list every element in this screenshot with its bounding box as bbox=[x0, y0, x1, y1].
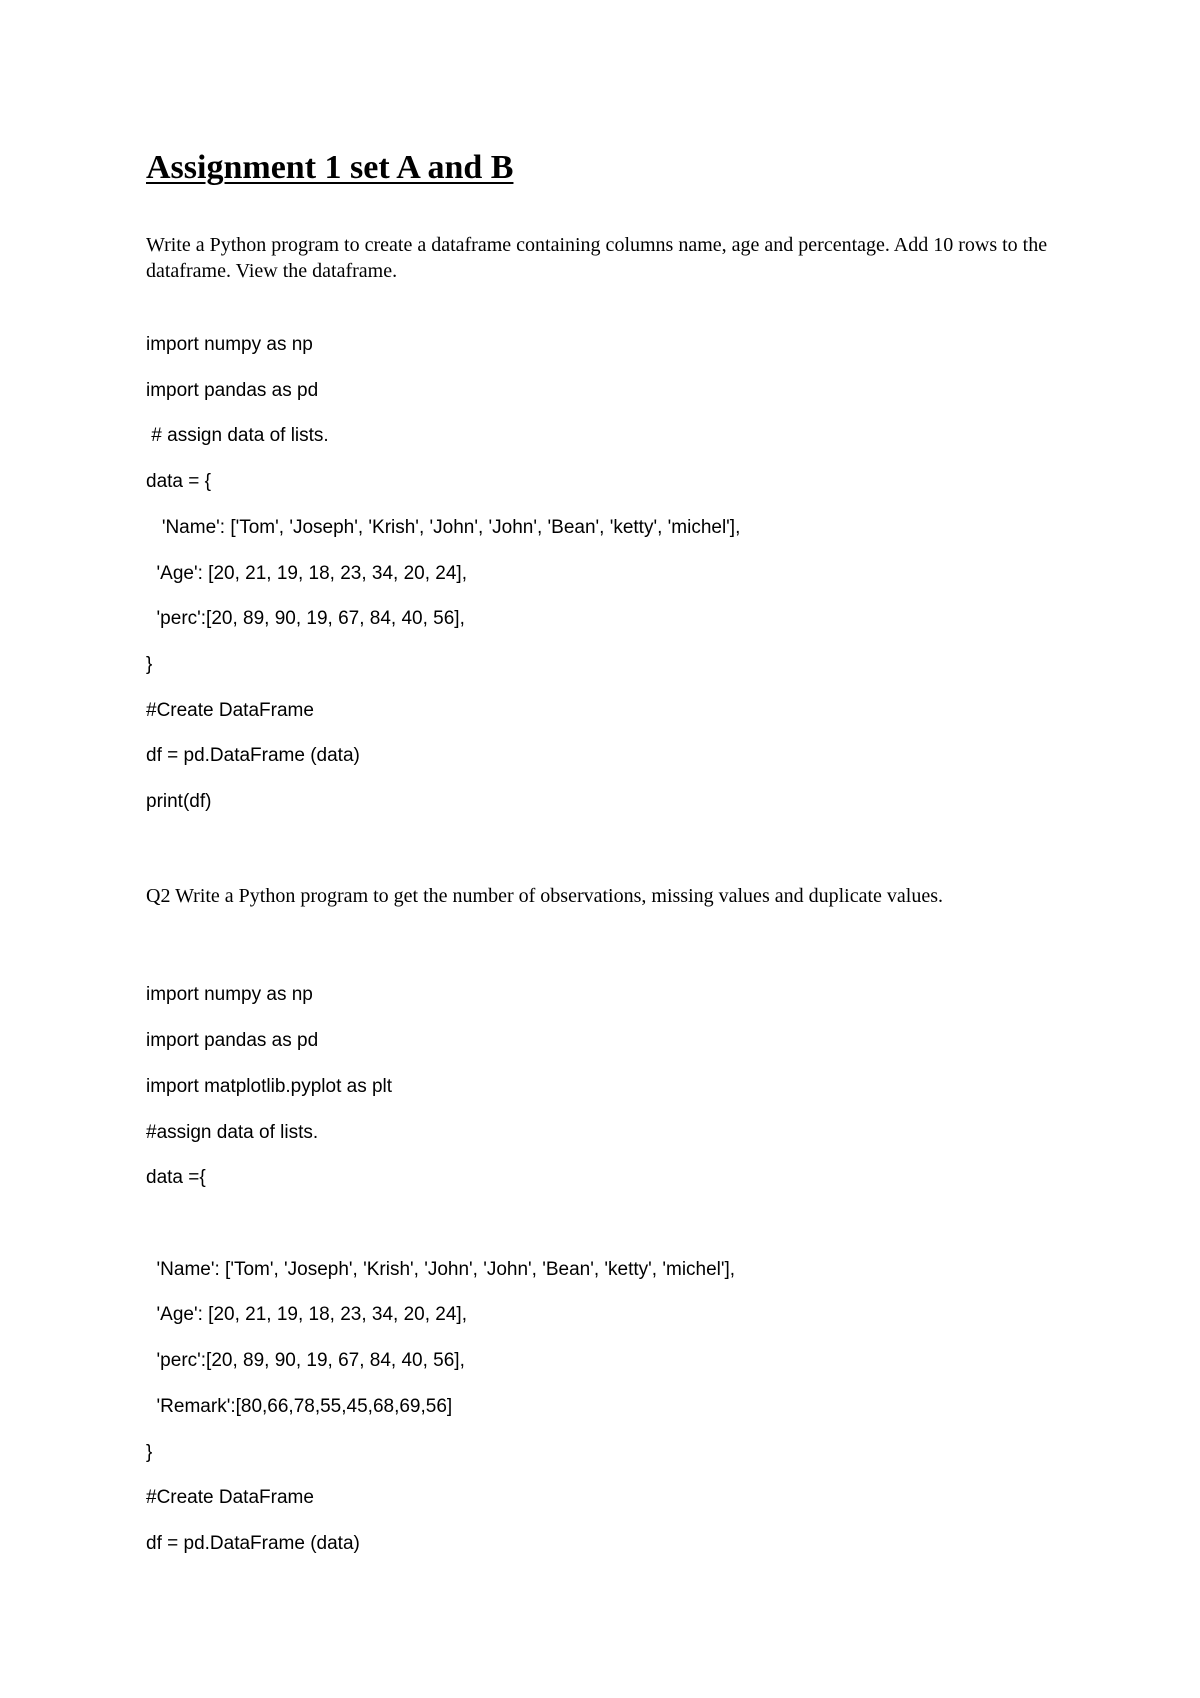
code-line: df = pd.DataFrame (data) bbox=[146, 1533, 360, 1554]
code-line: 'perc':[20, 89, 90, 19, 67, 84, 40, 56], bbox=[146, 1350, 465, 1371]
code-line: 'Age': [20, 21, 19, 18, 23, 34, 20, 24], bbox=[146, 1304, 467, 1325]
code-line: 'Name': ['Tom', 'Joseph', 'Krish', 'John', 'John', 'Bean', 'ketty', 'michel'], bbox=[146, 1259, 736, 1280]
code-line: 'Remark':[80,66,78,55,45,68,69,56] bbox=[146, 1396, 453, 1417]
code-line: } bbox=[146, 654, 153, 675]
question-1-text: Write a Python program to create a dataframe containing columns name, age and percentage. Add 10 rows to the dataframe. View the dataframe. bbox=[146, 234, 1048, 282]
code-line: import pandas as pd bbox=[146, 1030, 319, 1051]
code-line: 'perc':[20, 89, 90, 19, 67, 84, 40, 56], bbox=[146, 608, 465, 629]
code-line: 'Age': [20, 21, 19, 18, 23, 34, 20, 24], bbox=[146, 563, 467, 584]
question-2-text: Q2 Write a Python program to get the number of observations, missing values and duplicate values. bbox=[146, 885, 943, 907]
code-line: print(df) bbox=[146, 791, 212, 812]
code-line: import pandas as pd bbox=[146, 380, 319, 401]
code-line: df = pd.DataFrame (data) bbox=[146, 745, 360, 766]
code-line: import matplotlib.pyplot as plt bbox=[146, 1076, 393, 1097]
code-line: import numpy as np bbox=[146, 984, 313, 1005]
code-line: #Create DataFrame bbox=[146, 700, 314, 721]
code-line: #Create DataFrame bbox=[146, 1487, 314, 1508]
code-line: import numpy as np bbox=[146, 334, 313, 355]
code-line: data ={ bbox=[146, 1167, 206, 1188]
code-line: # assign data of lists. bbox=[146, 425, 329, 446]
code-line: 'Name': ['Tom', 'Joseph', 'Krish', 'John', 'John', 'Bean', 'ketty', 'michel'], bbox=[146, 517, 741, 538]
code-line: } bbox=[146, 1442, 153, 1463]
code-line: data = { bbox=[146, 471, 211, 492]
document-title: Assignment 1 set A and B bbox=[146, 149, 514, 186]
code-line: #assign data of lists. bbox=[146, 1122, 319, 1143]
